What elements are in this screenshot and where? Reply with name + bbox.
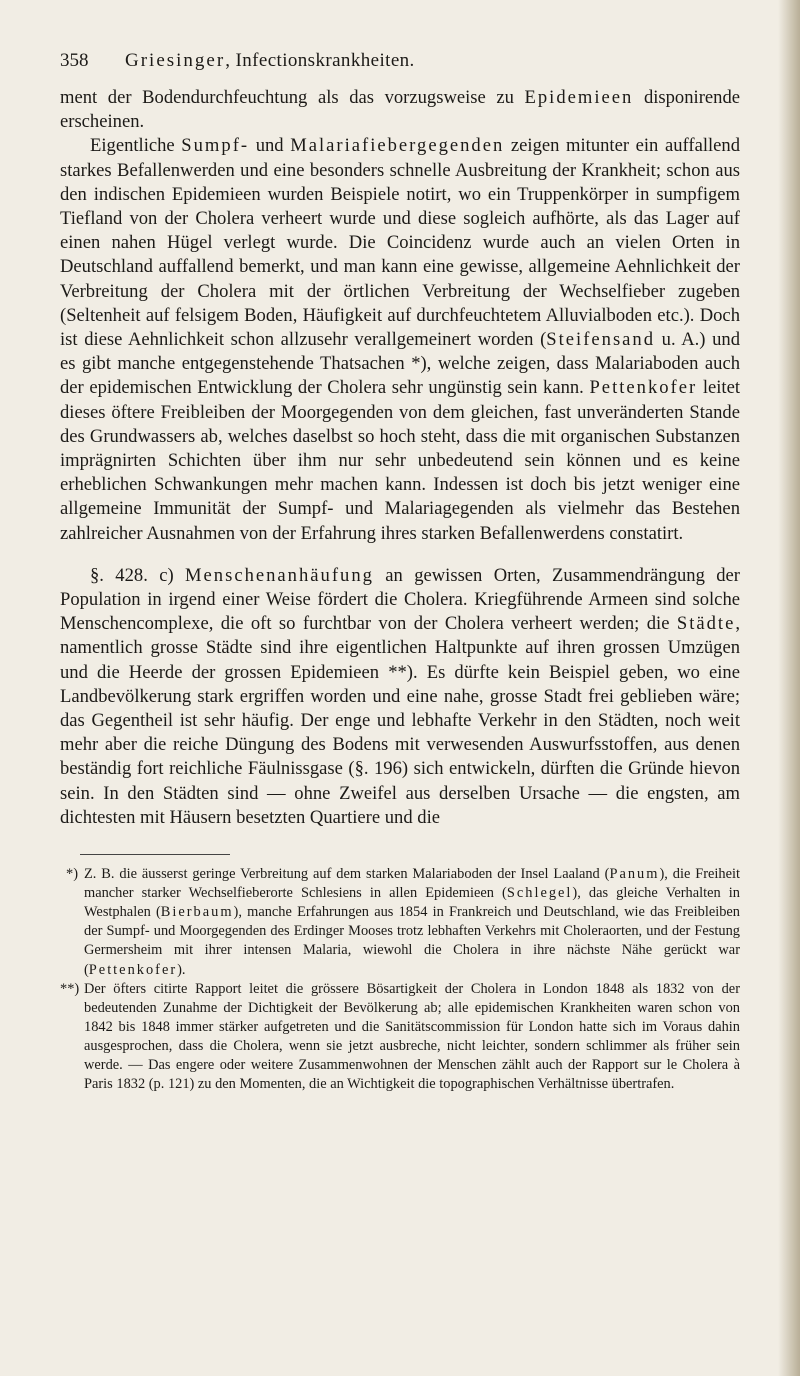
spaced-emphasis: Malariafiebergegenden xyxy=(290,135,505,157)
text-run: ), das gleiche Verhalten in Westphalen ( xyxy=(84,885,740,921)
text-run: an gewissen Orten, Zusammendrängung der Population in irgend einer Weise fördert die Cholera. Kriegführende Armeen sind solche Menschencomplexe, die oft so furchtbar von der Cholera verheert werden; die xyxy=(60,564,741,635)
paragraph-section-428 xyxy=(60,564,740,830)
text-run: leitet dieses öftere Freibleiben der Moorgegenden von dem gleichen, fast unveränderten Stande des Grundwassers ab, welches daselbst so hoch steht, dass die mit organischen Substanzen imprägnirten Schichten über ihm nur sehr unbedeutend sein können und es keine erheblichen Schwankungen mehr machen kann. Indessen ist doch bis jetzt weniger eine allgemeine Immunität der Sumpf- und Malariagegenden als vielmehr das Bestehen zahlreicher Ausnahmen von der Erfahrung ihres starken Befallenwerdens constatirt. xyxy=(60,377,741,544)
spaced-emphasis: Sumpf- xyxy=(181,135,250,157)
text-run: u. A.) und es gibt manche entgegenstehende Thatsachen *), welche zeigen, dass Malariaboden auch der epidemischen Entwicklung der Cholera sehr ungünstig sein kann. xyxy=(60,329,740,399)
spaced-emphasis: Pettenkofer xyxy=(88,961,178,978)
spaced-emphasis: Bierbaum xyxy=(160,904,234,921)
main-text xyxy=(60,86,740,830)
paragraph-2 xyxy=(60,134,740,545)
spaced-emphasis: Steifensand xyxy=(546,329,656,351)
text-run: Eigentliche xyxy=(90,135,182,157)
spaced-emphasis: Epidemieen xyxy=(524,87,634,108)
text-run: ). xyxy=(177,961,186,978)
footnote-1 xyxy=(60,865,740,980)
text-run: Z. B. die äusserst geringe Verbreitung auf dem starken Malariaboden der Insel Laaland ( xyxy=(84,866,610,883)
text-run: zeigen mitunter ein auffallend starkes Befallenwerden und eine besonders schnelle Ausbreitung der Krankheit; schon aus den indischen Epidemieen wurden Beispiele notirt, wo ein Truppenkörper in sumpfigem Tiefland von der Cholera verheert wurde und diese sogleich aufhörte, als das Lager auf einen nahen Hügel verlegt wurde. Die Coincidenz wurde auch an vielen Orten in Deutschland auffallend bemerkt, und man kann eine gewisse, allgemeine Aehnlichkeit der Verbreitung der Cholera mit der örtlichen Verbreitung der Wechselfieber zugeben (Seltenheit auf felsigem Boden, Häufigkeit auf durchfeuchtetem Alluvialboden etc.). Doch ist diese Aehnlichkeit schon allzusehr verallgemeinert worden ( xyxy=(60,135,741,351)
footnote-2 xyxy=(60,980,740,1095)
spaced-emphasis: Städte xyxy=(676,613,736,635)
spaced-emphasis: Menschenanhäufung xyxy=(185,564,374,586)
page-edge-shadow xyxy=(778,0,800,1376)
text-run: ), die Freiheit mancher starker Wechselfieberorte Schlesiens in allen Epidemieen ( xyxy=(84,866,740,902)
spaced-emphasis: Panum xyxy=(609,866,660,883)
page-number: 358 xyxy=(60,50,89,71)
footnote-mark: **) xyxy=(60,980,80,997)
running-title xyxy=(125,50,415,72)
running-header xyxy=(60,50,740,80)
footnotes xyxy=(60,865,740,1094)
text-run: disponirende erscheinen. xyxy=(60,87,740,133)
footnote-text xyxy=(84,980,740,1095)
running-author: Griesinger xyxy=(125,50,226,71)
text-run: und xyxy=(249,135,291,157)
book-page xyxy=(60,50,740,1094)
footnote-text xyxy=(84,865,740,980)
text-run: , namentlich grosse Städte sind ihre eigentlichen Haltpunkte auf ihren grossen Umzügen und die Heerde der grossen Epidemieen **). Es dürfte kein Beispiel geben, wo eine Landbevölkerung stark ergriffen worden und eine nahe, grosse Stadt frei geblieben wäre; das Gegentheil ist sehr häufig. Der enge und lebhafte Verkehr in den Städten, noch weit mehr aber die reiche Düngung des Bodens mit verwesenden Auswurfsstoffen, aus denen beständig fort reichliche Fäulnissgase (§. 196) sich entwickeln, dürften die Gründe hievon sein. In den Städten sind — ohne Zweifel aus derselben Ursache — die engsten, am dichtesten mit Häusern besetzten Quartiere und die xyxy=(60,613,740,828)
text-run: ment der Bodendurchfeuchtung als das vorzugsweise zu xyxy=(60,87,525,108)
paragraph-1 xyxy=(60,86,740,134)
footnote-mark: *) xyxy=(66,866,78,883)
text-run: Der öfters citirte Rapport leitet die grössere Bösartigkeit der Cholera in London 1848 als 1832 von der bedeutenden Zunahme der Dichtigkeit der Bevölkerung ab; alle epidemischen Krankheiten waren schon von 1842 bis 1848 immer stärker aufgetreten und die Sanitätscommission für London hatte sich im Voraus dahin ausgesprochen, dass die Cholera, wenn sie jetzt ausbreche, nicht leichter, sondern schlimmer als früher sein werde. — Das engere oder weitere Zusammenwohnen der Menschen zählt auch der Rapport sur le Cholera à Paris 1832 (p. 121) zu den Momenten, die an Wichtigkeit die topographischen Verhältnisse übertrafen. xyxy=(84,980,740,1093)
running-subject: , Infectionskrankheiten. xyxy=(225,50,415,71)
text-run: ), manche Erfahrungen aus 1854 in Frankreich und Deutschland, wie das Freibleiben der Sumpf- und Moorgegenden des Erdinger Mooses trotz lebhaften Verkehrs mit Choleraorten, und der Festung Germersheim mit ihrer intensen Malaria, wiewohl die Cholera in ihre nächste Nähe gerückt war ( xyxy=(84,904,740,978)
footnote-rule xyxy=(80,854,230,855)
spaced-emphasis: Schlegel xyxy=(506,885,573,902)
text-run: §. 428. c) xyxy=(90,564,186,586)
spaced-emphasis: Pettenkofer xyxy=(589,377,698,399)
